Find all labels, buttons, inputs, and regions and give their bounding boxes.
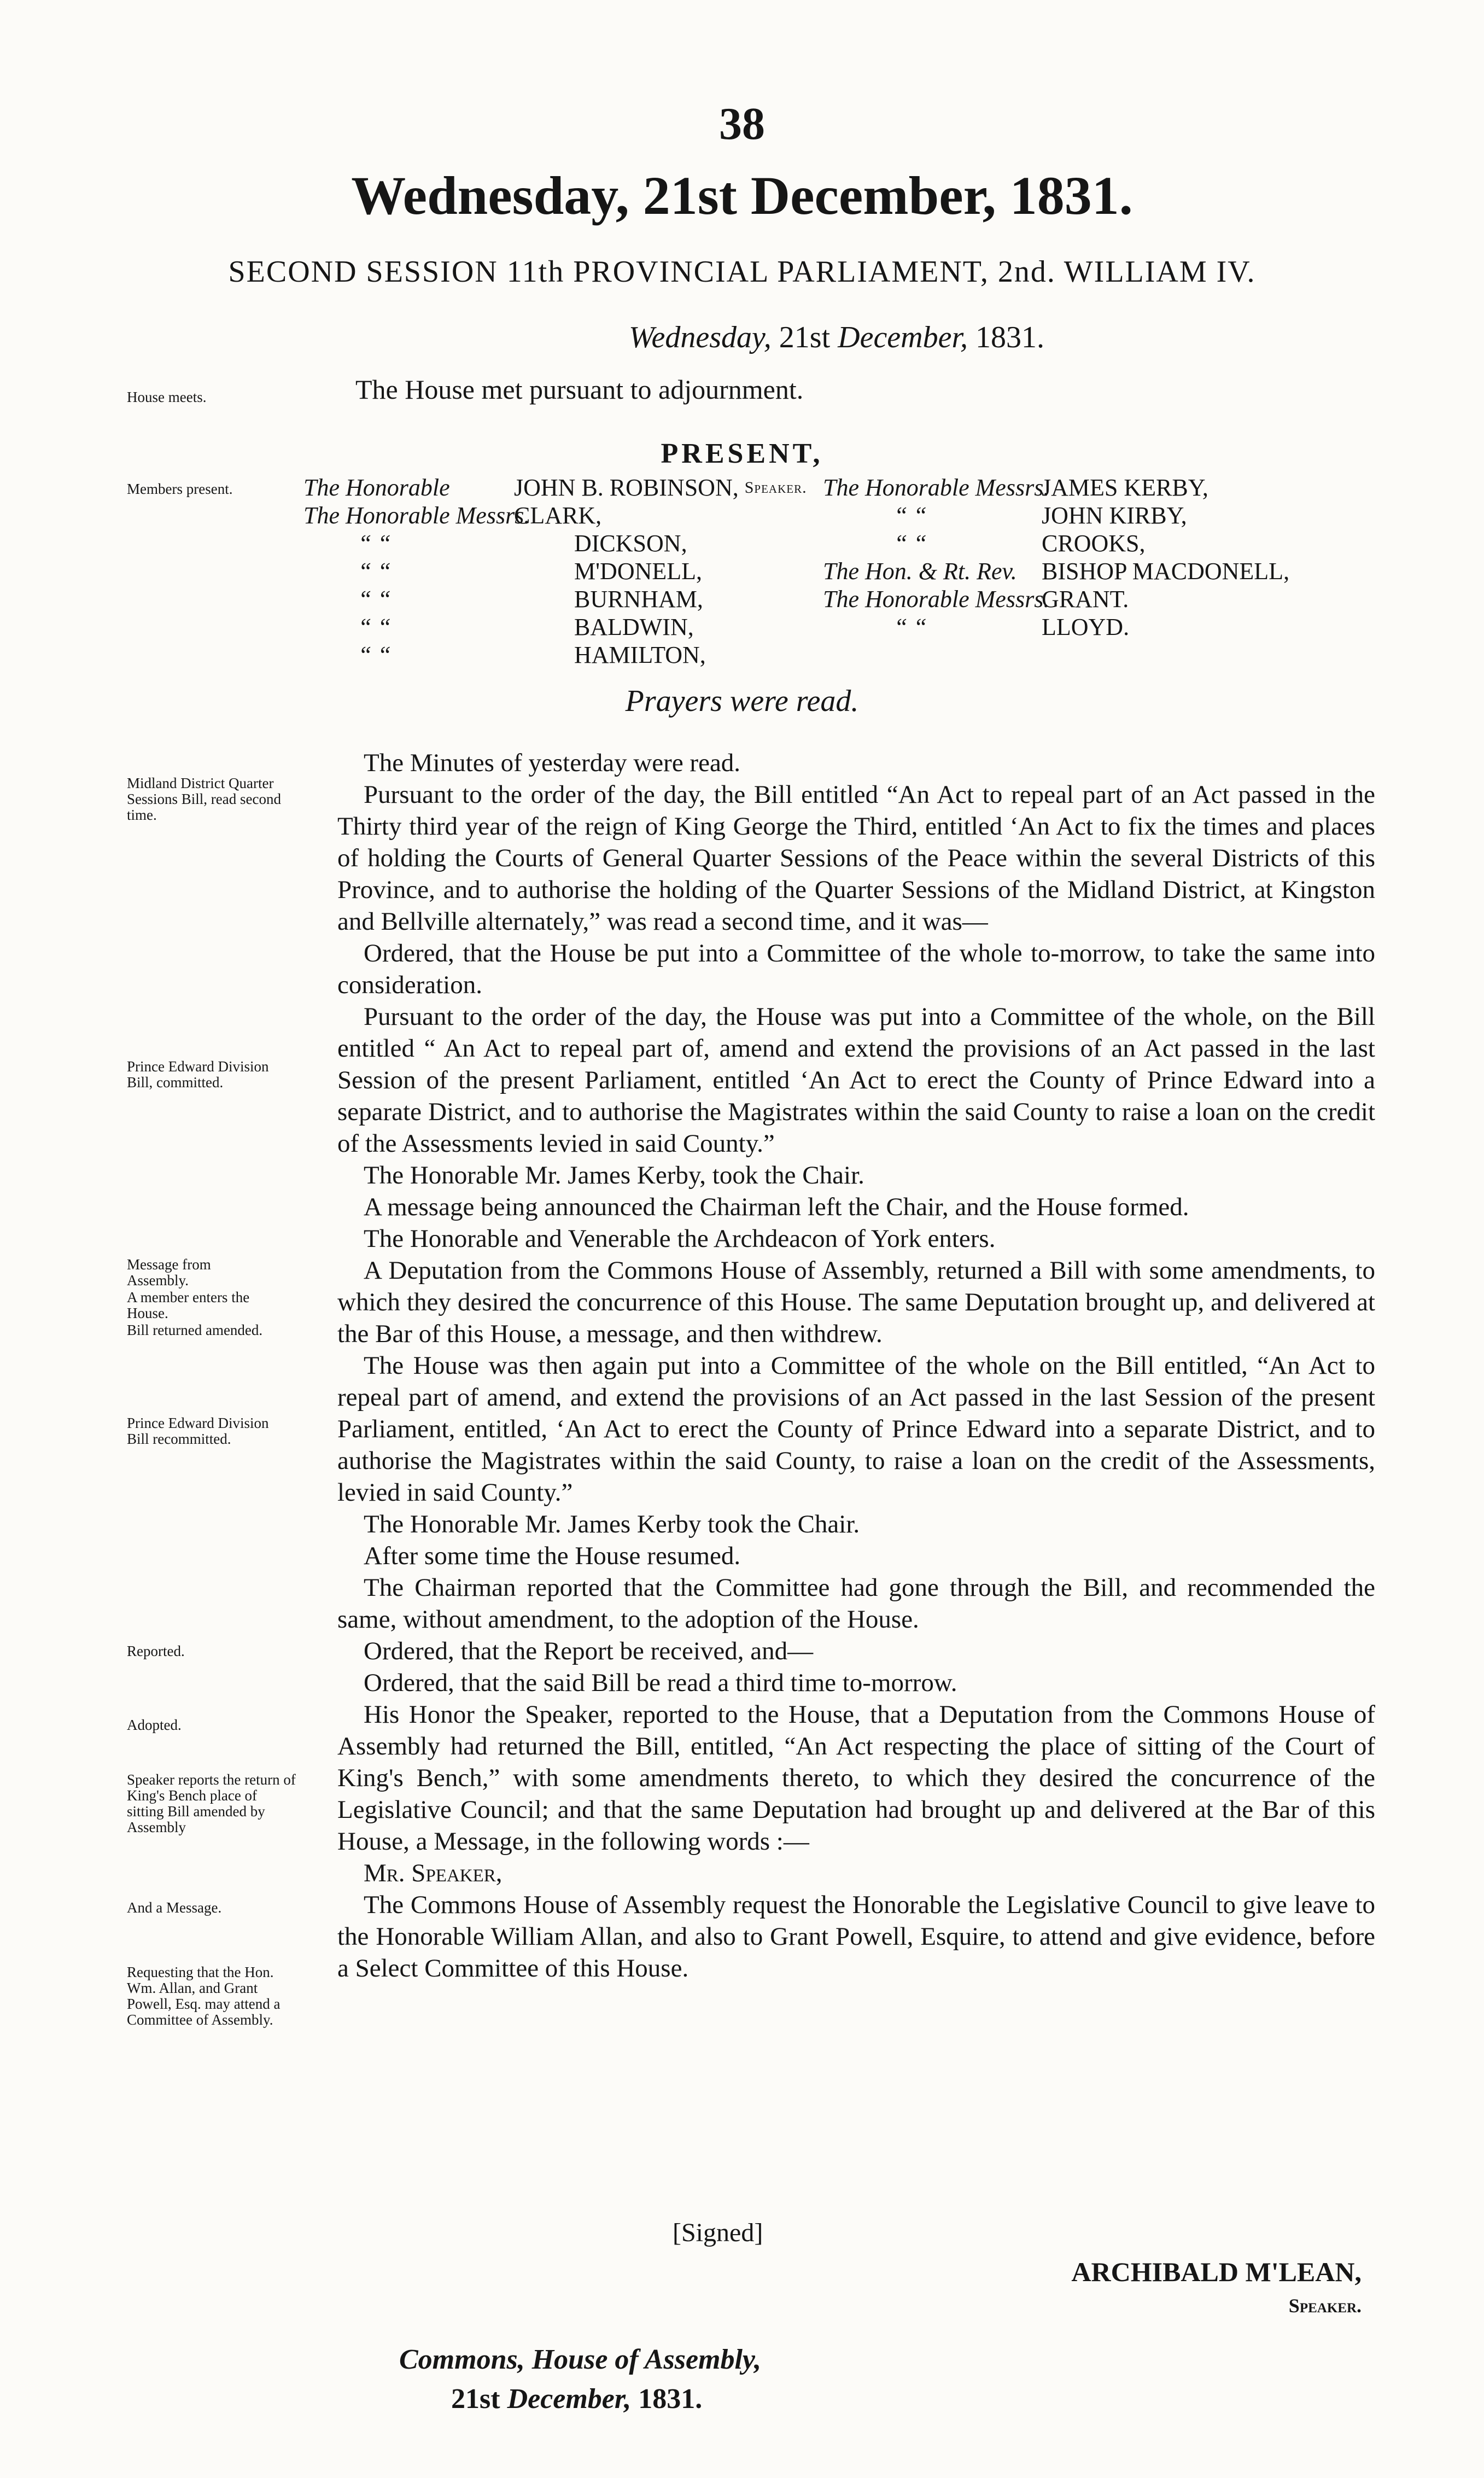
paragraph-archdeacon-enters: The Honorable and Venerable the Archdeacon of York enters.	[364, 1225, 996, 1253]
margin-note-midland: Midland District Quarter Sessions Bill, read second time.	[127, 775, 281, 823]
paragraph-recommitted: The House was then again put into a Committee of the whole on the Bill entitled, “An Act to repeal part of amend, and extend the provisions of an Act passed in the last Session of the present Parliament, entitled, ‘An Act to erect the County of Prince Edward into a separate District, and to authorise the Magistrates within the said County, to raise a loan on the credit of the Assessments, levied in said County.”	[337, 1351, 1375, 1507]
member-name: BISHOP MACDONELL,	[1042, 558, 1290, 585]
paragraph-kerby-chair: The Honorable Mr. James Kerby, took the Chair.	[364, 1161, 864, 1190]
paragraph-speaker-reported: His Honor the Speaker, reported to the House, that a Deputation from the Commons House of Assembly had returned the Bill, entitled, “An Act respecting the place of sitting of the Court of King's Bench,” with some amendments thereto, to which they desired the concurrence of the Legislative Council; and that the same Deputation had brought up and delivered at the Bar of this House, a Message, in the following words :—	[337, 1700, 1375, 1856]
paragraph-mr-speaker: Mr. Speaker,	[364, 1859, 503, 1887]
signature-date-year: 1831.	[638, 2383, 703, 2415]
member-name: JOHN KIRBY,	[1042, 502, 1187, 529]
margin-note-adopted: Adopted.	[127, 1717, 182, 1733]
paragraph-chairman-reported: The Chairman reported that the Committee had gone through the Bill, and recommended the same, without amendment, to the adoption of the House.	[337, 1573, 1375, 1634]
paragraph-third-reading: Ordered, that the said Bill be read a third time to-morrow.	[364, 1669, 957, 1697]
member-row	[303, 585, 807, 613]
member-title: The Honorable Messrs.	[303, 502, 530, 529]
opening-line: The House met pursuant to adjournment.	[355, 374, 804, 405]
signatory-title: Speaker.	[1288, 2295, 1362, 2317]
prayers-line: Prayers were read.	[625, 684, 859, 718]
member-row	[303, 474, 807, 502]
members-list-left	[303, 474, 807, 669]
member-role: Speaker.	[744, 479, 807, 497]
ditto-mark: “ “	[358, 558, 391, 585]
member-row	[303, 529, 807, 557]
proceedings-body	[337, 747, 1375, 1984]
member-row	[823, 613, 1289, 641]
sitting-date	[629, 320, 1044, 355]
margin-note-speaker-reports: Speaker reports the return of King's Bench place of sitting Bill amended by Assembly	[127, 1771, 296, 1835]
paragraph-message-announced: A message being announced the Chairman left the Chair, and the House formed.	[364, 1193, 1189, 1221]
margin-note-bill-returned: Bill returned amended.	[127, 1322, 263, 1338]
paragraph-kerby-chair-2: The Honorable Mr. James Kerby took the Chair.	[364, 1510, 860, 1538]
member-row	[303, 641, 807, 669]
member-name: GRANT.	[1042, 586, 1129, 613]
member-name: LLOYD.	[1042, 614, 1130, 640]
member-title: The Hon. & Rt. Rev.	[823, 558, 1017, 585]
margin-note-reported: Reported.	[127, 1643, 185, 1659]
member-title: The Honorable Messrs.	[823, 474, 1050, 501]
member-name: DICKSON,	[574, 530, 687, 557]
ditto-mark: “ “	[358, 642, 391, 668]
member-name: M'DONELL,	[574, 558, 703, 585]
member-name: JAMES KERBY,	[1042, 474, 1208, 501]
member-name: CROOKS,	[1042, 530, 1146, 557]
member-row	[823, 557, 1289, 585]
paragraph-ordered-committee: Ordered, that the House be put into a Committee of the whole to-morrow, to take the same into consideration.	[337, 939, 1375, 999]
member-name: CLARK,	[514, 502, 602, 529]
member-row	[823, 502, 1289, 529]
member-row	[303, 502, 807, 529]
member-row	[823, 529, 1289, 557]
members-list-right	[823, 474, 1289, 641]
paragraph-deputation: A Deputation from the Commons House of Assembly, returned a Bill with some amendments, to which they desired the concurrence of this House. The same Deputation brought up, and delivered at the Bar of this House, a message, and then withdrew.	[337, 1256, 1375, 1348]
paragraph-report-received: Ordered, that the Report be received, and—	[364, 1637, 814, 1665]
ditto-mark: “ “	[358, 530, 391, 557]
member-name: BURNHAM,	[574, 586, 703, 613]
margin-note-and-message: And a Message.	[127, 1899, 222, 1916]
ditto-mark: “ “	[358, 586, 391, 613]
member-row	[823, 474, 1289, 502]
margin-note-message-from-assembly: Message from Assembly.	[127, 1256, 211, 1288]
margin-note-member-enters: A member enters the House.	[127, 1289, 250, 1321]
signature-date	[451, 2383, 702, 2415]
margin-note-members-present: Members present.	[127, 481, 233, 497]
member-name: BALDWIN,	[574, 614, 694, 640]
signature-place: Commons, House of Assembly,	[399, 2344, 762, 2375]
ditto-mark: “ “	[894, 530, 927, 557]
session-heading: SECOND SESSION 11th PROVINCIAL PARLIAMENT, 2nd. WILLIAM IV.	[228, 255, 1256, 289]
paragraph-midland-bill: Pursuant to the order of the day, the Bill entitled “An Act to repeal part of an Act passed in the Thirty third year of the reign of King George the Third, entitled ‘An Act to fix the times and places of holding the Courts of General Quarter Sessions of the Peace within the several Districts of this Province, and to authorise the holding of the Quarter Sessions of the Midland District, at Kingston and Bellville alternately,” was read a second time, and it was—	[337, 780, 1375, 936]
member-title: The Honorable Messrs.	[823, 586, 1050, 613]
member-row	[303, 557, 807, 585]
margin-note-prince-edward-committed: Prince Edward Division Bill, committed.	[127, 1058, 269, 1091]
signatory-name: ARCHIBALD M'LEAN,	[1071, 2257, 1362, 2287]
margin-note-requesting: Requesting that the Hon. Wm. Allan, and Grant Powell, Esq. may attend a Committee of Assembly.	[127, 1964, 281, 2028]
sitting-year: 1831.	[975, 320, 1045, 354]
ditto-mark: “ “	[358, 614, 391, 640]
signature-date-month: December,	[507, 2383, 632, 2415]
present-heading: PRESENT,	[661, 438, 823, 469]
sitting-month: December,	[838, 320, 968, 354]
sitting-date-number: 21st	[779, 320, 831, 354]
member-name: JOHN B. ROBINSON,	[514, 474, 739, 501]
sitting-day: Wednesday,	[629, 320, 772, 354]
ditto-mark: “ “	[894, 502, 927, 529]
member-name: HAMILTON,	[574, 642, 706, 668]
member-row	[303, 613, 807, 641]
member-title: The Honorable	[303, 474, 450, 501]
margin-note-house-meets: House meets.	[127, 389, 207, 405]
signed-mark: [Signed]	[673, 2218, 763, 2247]
member-row	[823, 585, 1289, 613]
paragraph-house-resumed: After some time the House resumed.	[364, 1542, 741, 1570]
margin-note-prince-edward-recommitted: Prince Edward Division Bill recommitted.	[127, 1415, 269, 1447]
ditto-mark: “ “	[894, 614, 927, 640]
signature-date-day: 21st	[451, 2383, 500, 2415]
page-number: 38	[719, 98, 765, 149]
paragraph-message-text: The Commons House of Assembly request the Honorable the Legislative Council to give leave to the Honorable William Allan, and also to Grant Powell, Esquire, to attend and give evidence, before a Select Committee of this House.	[337, 1891, 1375, 1983]
paragraph-prince-edward-bill: Pursuant to the order of the day, the House was put into a Committee of the whole, on the Bill entitled “ An Act to repeal part of, amend and extend the provisions of an Act passed in the last Session of the present Parliament, entitled ‘An Act to erect the County of Prince Edward into a separate District, and to authorise the Magistrates within the said County to raise a loan on the credit of the Assessments levied in said County.”	[337, 1002, 1375, 1158]
page-title: Wednesday, 21st December, 1831.	[351, 165, 1133, 226]
paragraph-minutes: The Minutes of yesterday were read.	[364, 749, 741, 777]
